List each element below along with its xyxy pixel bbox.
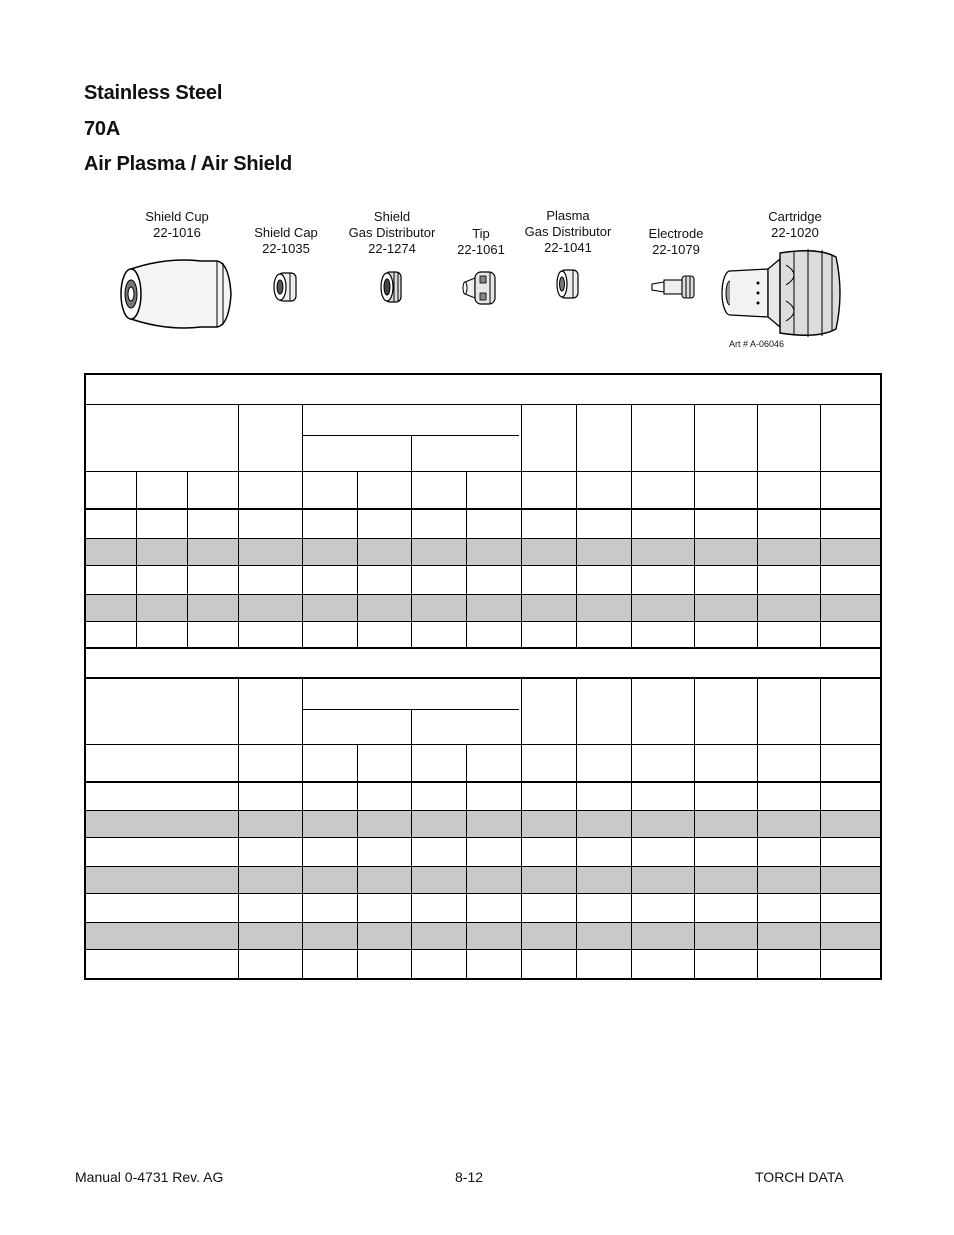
column-line — [357, 471, 358, 647]
heading-process: Air Plasma / Air Shield — [84, 153, 293, 175]
column-line — [521, 679, 522, 978]
footer-page-number: 8-12 — [455, 1169, 484, 1185]
part-tip — [452, 226, 510, 308]
column-line — [757, 679, 758, 978]
part-number: 22-1274 — [368, 241, 416, 256]
row-line — [86, 810, 880, 811]
column-line — [631, 679, 632, 978]
column-line — [238, 404, 239, 647]
plasma-gas-distributor-icon — [548, 264, 588, 304]
column-line — [466, 471, 467, 647]
part-shield-cup — [125, 209, 229, 339]
part-label-line: Electrode — [648, 226, 704, 241]
part-plasma-gas-distributor — [518, 208, 618, 304]
column-line — [576, 679, 577, 978]
row-shading — [86, 922, 880, 949]
footer-section: TORCH DATA — [755, 1169, 844, 1185]
column-line — [466, 744, 467, 978]
part-label-line: Gas Distributor — [524, 224, 612, 239]
part-number: 22-1016 — [153, 225, 201, 240]
part-label-line: Shield Cap — [254, 225, 318, 240]
column-line — [631, 404, 632, 647]
row-shading — [86, 810, 880, 837]
part-label-line: Shield — [373, 209, 411, 224]
row-line — [86, 949, 880, 950]
part-number: 22-1020 — [771, 225, 819, 240]
column-line — [757, 404, 758, 647]
row-line — [86, 744, 880, 745]
heading-material: Stainless Steel — [84, 82, 223, 104]
row-line — [86, 621, 880, 622]
row-line — [86, 471, 880, 472]
part-shield-gas-distributor — [340, 209, 444, 307]
column-line — [238, 679, 239, 978]
art-number: Art # A-06046 — [729, 339, 785, 349]
column-line — [411, 435, 412, 647]
row-line — [86, 866, 880, 867]
column-line — [694, 679, 695, 978]
part-electrode — [640, 226, 712, 302]
row-line — [86, 594, 880, 595]
row-line — [86, 565, 880, 566]
column-line — [576, 404, 577, 647]
row-line — [86, 922, 880, 923]
column-line — [357, 744, 358, 978]
row-shading — [86, 538, 880, 565]
tip-icon — [459, 268, 503, 308]
part-number: 22-1061 — [457, 242, 505, 257]
column-line — [411, 709, 412, 978]
row-line — [86, 538, 880, 539]
part-label-line: Tip — [472, 226, 490, 241]
column-line — [302, 404, 303, 647]
part-label-line: Plasma — [546, 208, 590, 223]
electrode-icon — [648, 272, 704, 302]
cut-chart-table-upper — [84, 373, 882, 649]
heading-amperage: 70A — [84, 118, 121, 140]
column-line — [521, 404, 522, 647]
shield-cup-icon — [117, 249, 237, 339]
part-label-line: Cartridge — [768, 209, 822, 224]
row-line — [86, 508, 880, 510]
row-line — [86, 837, 880, 838]
cut-chart-table-lower — [84, 648, 882, 980]
row-line — [86, 781, 880, 783]
row-line — [86, 893, 880, 894]
column-line — [187, 471, 188, 647]
part-label-line: Shield Cup — [145, 209, 209, 224]
part-number: 22-1041 — [544, 240, 592, 255]
shield-gas-distributor-icon — [372, 267, 412, 307]
row-line — [86, 677, 880, 679]
shield-cap-icon — [266, 267, 306, 307]
footer-manual: Manual 0-4731 Rev. AG — [75, 1169, 224, 1185]
cartridge-icon — [718, 245, 848, 341]
part-cartridge — [756, 209, 834, 341]
column-line — [694, 404, 695, 647]
part-number: 22-1079 — [652, 242, 700, 257]
column-line — [820, 404, 821, 647]
part-shield-cap — [246, 225, 326, 307]
column-line — [302, 679, 303, 978]
row-shading — [86, 866, 880, 893]
column-line — [136, 471, 137, 647]
row-shading — [86, 594, 880, 621]
part-number: 22-1035 — [262, 241, 310, 256]
column-line — [820, 679, 821, 978]
row-line — [86, 404, 880, 405]
part-label-line: Gas Distributor — [348, 225, 436, 240]
